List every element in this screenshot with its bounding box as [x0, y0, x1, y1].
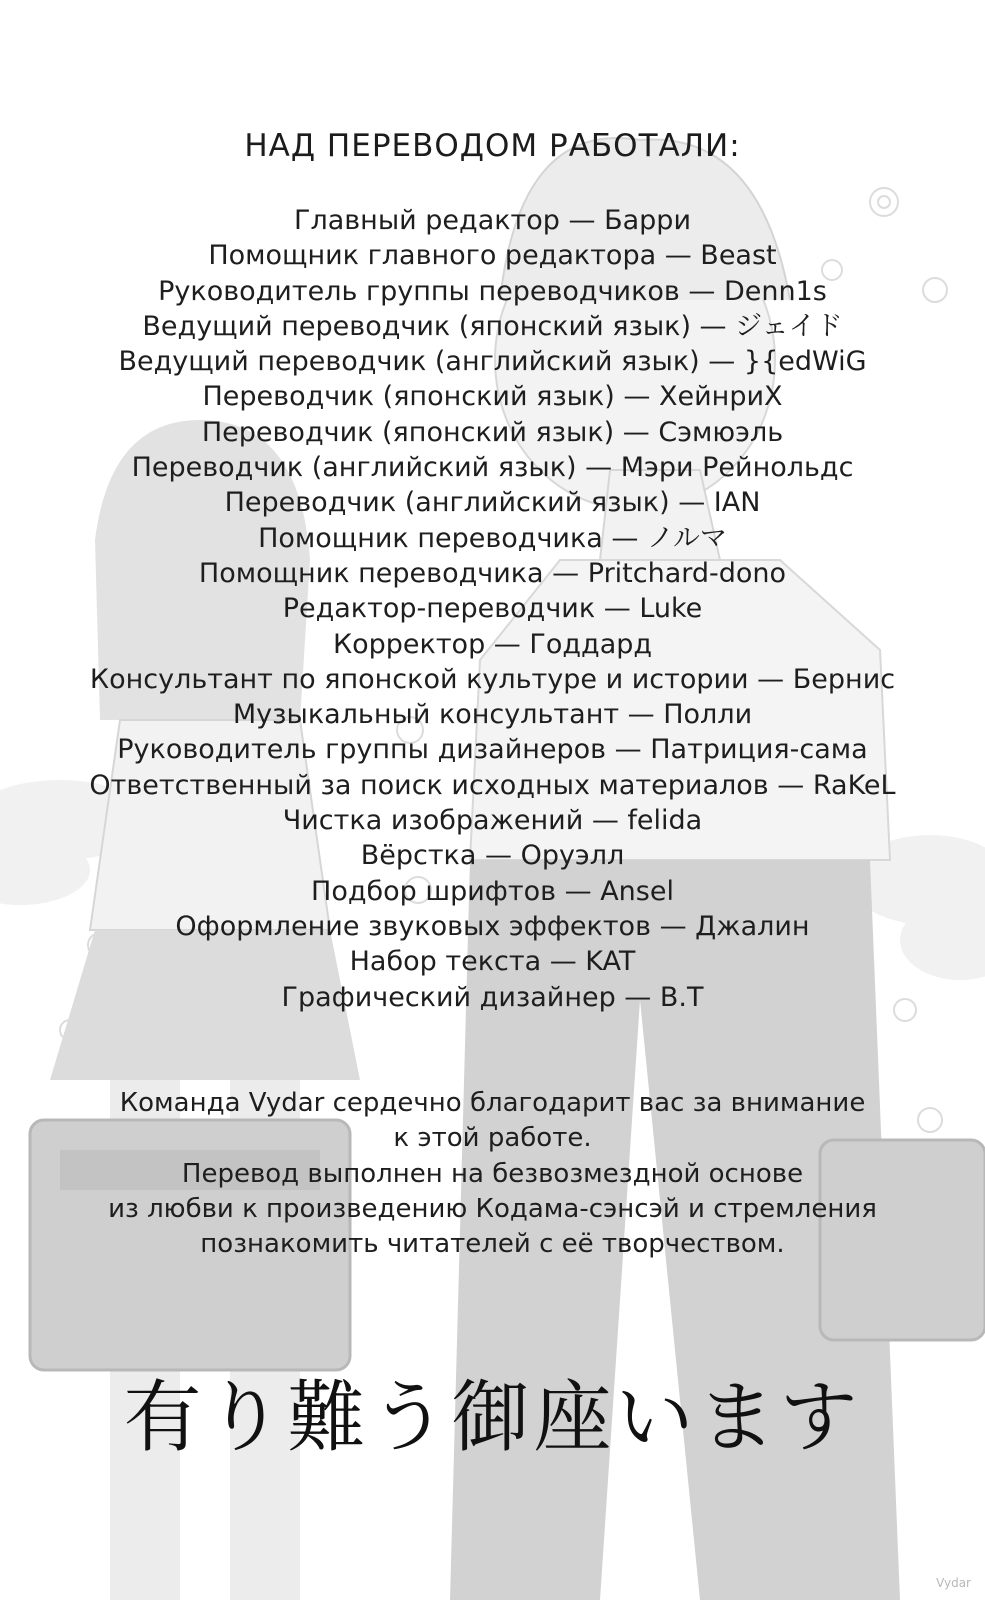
credit-line: Помощник переводчика — Pritchard-dono — [198, 557, 787, 589]
credit-line: Переводчик (японский язык) — Сэмюэль — [201, 416, 784, 448]
credit-line: Переводчик (английский язык) — IAN — [224, 487, 761, 519]
thanks-line: из любви к произведению Кодама-сэнсэй и стремления — [108, 1193, 877, 1224]
thanks-paragraph — [0, 1086, 985, 1262]
credit-line: Музыкальный консультант — Полли — [232, 699, 753, 731]
credit-line: Консультант по японской культуре и истории — Бернис — [89, 663, 896, 695]
credits-list — [0, 203, 985, 1015]
credit-line: Ответственный за поиск исходных материалов — RaKeL — [89, 769, 896, 801]
credit-line: Помощник переводчика — ノルマ — [258, 522, 727, 554]
credit-line: Набор текста — KAT — [349, 946, 636, 978]
credit-line: Главный редактор — Барри — [294, 205, 691, 236]
credit-line: Переводчик (японский язык) — ХейнриХ — [202, 381, 783, 413]
credit-line: Руководитель группы дизайнеров — Патриция-сама — [117, 734, 868, 766]
thanks-line: к этой работе. — [393, 1123, 592, 1154]
credit-line: Ведущий переводчик (японский язык) — ジェイド — [142, 310, 843, 342]
thanks-line: Команда Vydar сердечно благодарит вас за внимание — [119, 1088, 866, 1118]
watermark: Vydar — [936, 1576, 971, 1590]
credit-line: Помощник главного редактора — Beast — [208, 240, 777, 272]
credit-line: Корректор — Годдард — [332, 628, 653, 660]
credit-line: Чистка изображений — felida — [282, 805, 703, 837]
thanks-line: Перевод выполнен на безвозмездной основе — [181, 1158, 804, 1189]
credit-line: Графический дизайнер — B.T — [281, 981, 704, 1013]
credit-line: Переводчик (английский язык) — Мэри Рейнольдс — [131, 452, 854, 484]
credit-line: Подбор шрифтов — Ansel — [311, 875, 674, 907]
credit-line: Редактор-переводчик — Luke — [282, 593, 703, 625]
credit-line: Вёрстка — Оруэлл — [360, 840, 625, 872]
page-title: НАД ПЕРЕВОДОМ РАБОТАЛИ: — [244, 128, 741, 164]
japanese-thank-you: 有り難う御座います — [123, 1373, 862, 1463]
credit-line: Оформление звуковых эффектов — Джалин — [175, 910, 810, 942]
thanks-line: познакомить читателей с её творчеством. — [200, 1229, 785, 1260]
credit-line: Руководитель группы переводчиков — Denn1s — [158, 275, 827, 307]
credit-line: Ведущий переводчик (английский язык) — }{edWiG — [118, 346, 867, 378]
